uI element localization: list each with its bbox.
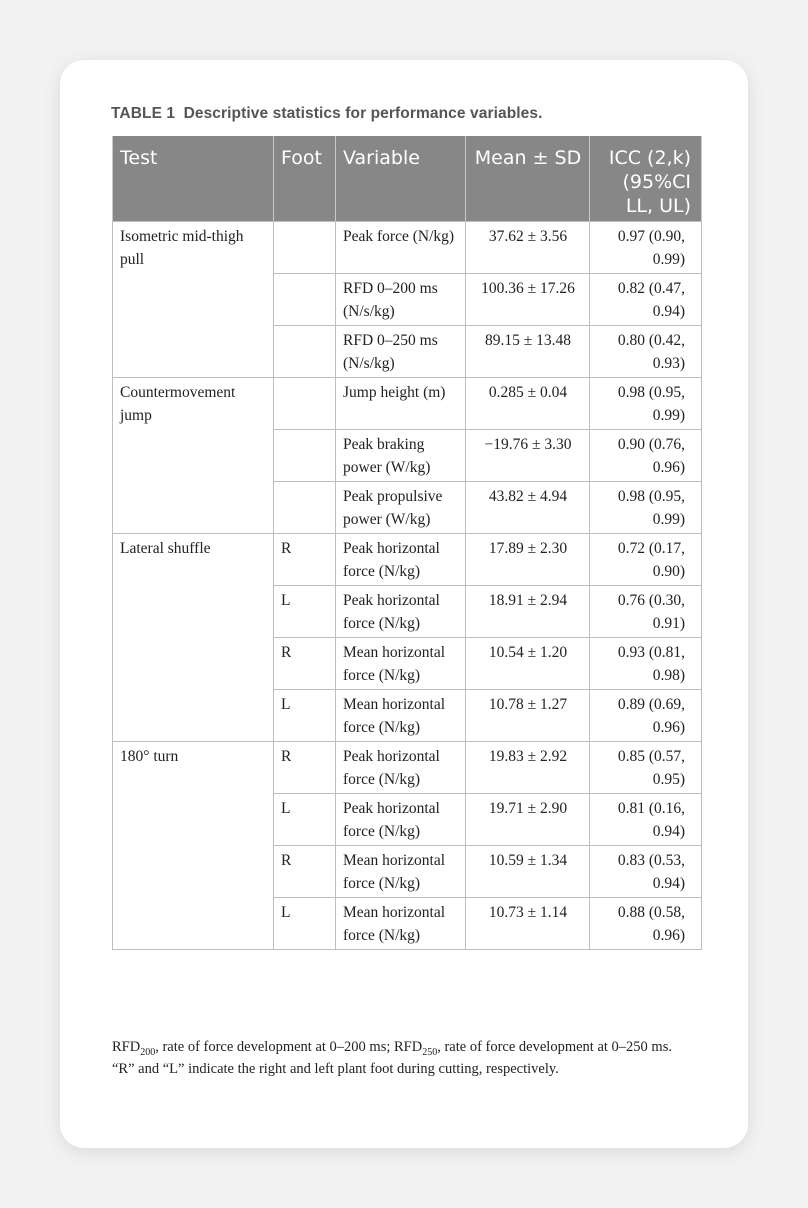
variable-cell: Peak propulsive power (W/kg): [336, 482, 466, 534]
icc-cell: 0.98 (0.95, 0.99): [590, 378, 702, 430]
foot-cell: R: [274, 638, 336, 690]
icc-cell: 0.93 (0.81, 0.98): [590, 638, 702, 690]
header-variable: Variable: [336, 136, 466, 222]
test-name-cell: Countermovement jump: [113, 378, 274, 534]
icc-cell: 0.98 (0.95, 0.99): [590, 482, 702, 534]
icc-cell: 0.81 (0.16, 0.94): [590, 794, 702, 846]
table-row: [113, 378, 702, 430]
variable-cell: Peak horizontal force (N/kg): [336, 794, 466, 846]
foot-cell: [274, 274, 336, 326]
table-card: [60, 60, 748, 1148]
variable-cell: Peak horizontal force (N/kg): [336, 534, 466, 586]
variable-cell: Mean horizontal force (N/kg): [336, 898, 466, 950]
footnote-foot: “R” and “L” indicate the right and left plant foot during cutting, respectively.: [112, 1061, 559, 1077]
table-footnotes: [112, 1036, 704, 1080]
icc-cell: 0.80 (0.42, 0.93): [590, 326, 702, 378]
footnote-abbreviations: [112, 1036, 704, 1058]
foot-cell: [274, 378, 336, 430]
variable-cell: Mean horizontal force (N/kg): [336, 638, 466, 690]
foot-cell: [274, 482, 336, 534]
icc-cell: 0.83 (0.53, 0.94): [590, 846, 702, 898]
foot-cell: L: [274, 690, 336, 742]
variable-cell: Peak horizontal force (N/kg): [336, 586, 466, 638]
variable-cell: Peak horizontal force (N/kg): [336, 742, 466, 794]
mean-sd-cell: 10.73 ± 1.14: [466, 898, 590, 950]
variable-cell: Mean horizontal force (N/kg): [336, 690, 466, 742]
mean-sd-cell: 0.285 ± 0.04: [466, 378, 590, 430]
header-mean-sd: Mean ± SD: [466, 136, 590, 222]
header-foot: Foot: [274, 136, 336, 222]
variable-cell: RFD 0–250 ms (N/s/kg): [336, 326, 466, 378]
icc-cell: 0.97 (0.90, 0.99): [590, 222, 702, 274]
table-header-row: [113, 136, 702, 222]
foot-cell: [274, 430, 336, 482]
variable-cell: Mean horizontal force (N/kg): [336, 846, 466, 898]
icc-cell: 0.88 (0.58, 0.96): [590, 898, 702, 950]
mean-sd-cell: 43.82 ± 4.94: [466, 482, 590, 534]
icc-cell: 0.89 (0.69, 0.96): [590, 690, 702, 742]
mean-sd-cell: 10.78 ± 1.27: [466, 690, 590, 742]
test-name-cell: 180° turn: [113, 742, 274, 950]
table-caption: [111, 105, 543, 123]
icc-cell: 0.85 (0.57, 0.95): [590, 742, 702, 794]
test-name-cell: Isometric mid-thigh pull: [113, 222, 274, 378]
icc-cell: 0.72 (0.17, 0.90): [590, 534, 702, 586]
mean-sd-cell: −19.76 ± 3.30: [466, 430, 590, 482]
variable-cell: RFD 0–200 ms (N/s/kg): [336, 274, 466, 326]
rfd200-abbr: RFD: [112, 1039, 141, 1055]
rfd200-text: , rate of force development at 0–200 ms;: [155, 1039, 394, 1055]
foot-cell: R: [274, 742, 336, 794]
foot-cell: L: [274, 794, 336, 846]
icc-cell: 0.82 (0.47, 0.94): [590, 274, 702, 326]
rfd250-text: , rate of force development at 0–250 ms.: [437, 1039, 672, 1055]
icc-cell: 0.90 (0.76, 0.96): [590, 430, 702, 482]
foot-cell: L: [274, 898, 336, 950]
variable-cell: Jump height (m): [336, 378, 466, 430]
mean-sd-cell: 10.54 ± 1.20: [466, 638, 590, 690]
mean-sd-cell: 18.91 ± 2.94: [466, 586, 590, 638]
foot-cell: R: [274, 534, 336, 586]
rfd200-sub: 200: [140, 1046, 156, 1058]
mean-sd-cell: 10.59 ± 1.34: [466, 846, 590, 898]
rfd250-sub: 250: [422, 1046, 438, 1058]
test-name-cell: Lateral shuffle: [113, 534, 274, 742]
variable-cell: Peak force (N/kg): [336, 222, 466, 274]
rfd250-abbr: RFD: [394, 1039, 423, 1055]
table-row: [113, 534, 702, 586]
mean-sd-cell: 100.36 ± 17.26: [466, 274, 590, 326]
mean-sd-cell: 19.71 ± 2.90: [466, 794, 590, 846]
table-row: [113, 742, 702, 794]
foot-cell: R: [274, 846, 336, 898]
icc-cell: 0.76 (0.30, 0.91): [590, 586, 702, 638]
foot-cell: [274, 326, 336, 378]
variable-cell: Peak braking power (W/kg): [336, 430, 466, 482]
foot-cell: [274, 222, 336, 274]
mean-sd-cell: 89.15 ± 13.48: [466, 326, 590, 378]
header-test: Test: [113, 136, 274, 222]
foot-cell: L: [274, 586, 336, 638]
mean-sd-cell: 17.89 ± 2.30: [466, 534, 590, 586]
mean-sd-cell: 37.62 ± 3.56: [466, 222, 590, 274]
table-title: Descriptive statistics for performance variables.: [183, 105, 543, 122]
mean-sd-cell: 19.83 ± 2.92: [466, 742, 590, 794]
statistics-table: [112, 136, 702, 950]
header-icc: ICC (2,k) (95%CI LL, UL): [590, 136, 702, 222]
table-row: [113, 222, 702, 274]
table-label: TABLE 1: [111, 105, 176, 122]
